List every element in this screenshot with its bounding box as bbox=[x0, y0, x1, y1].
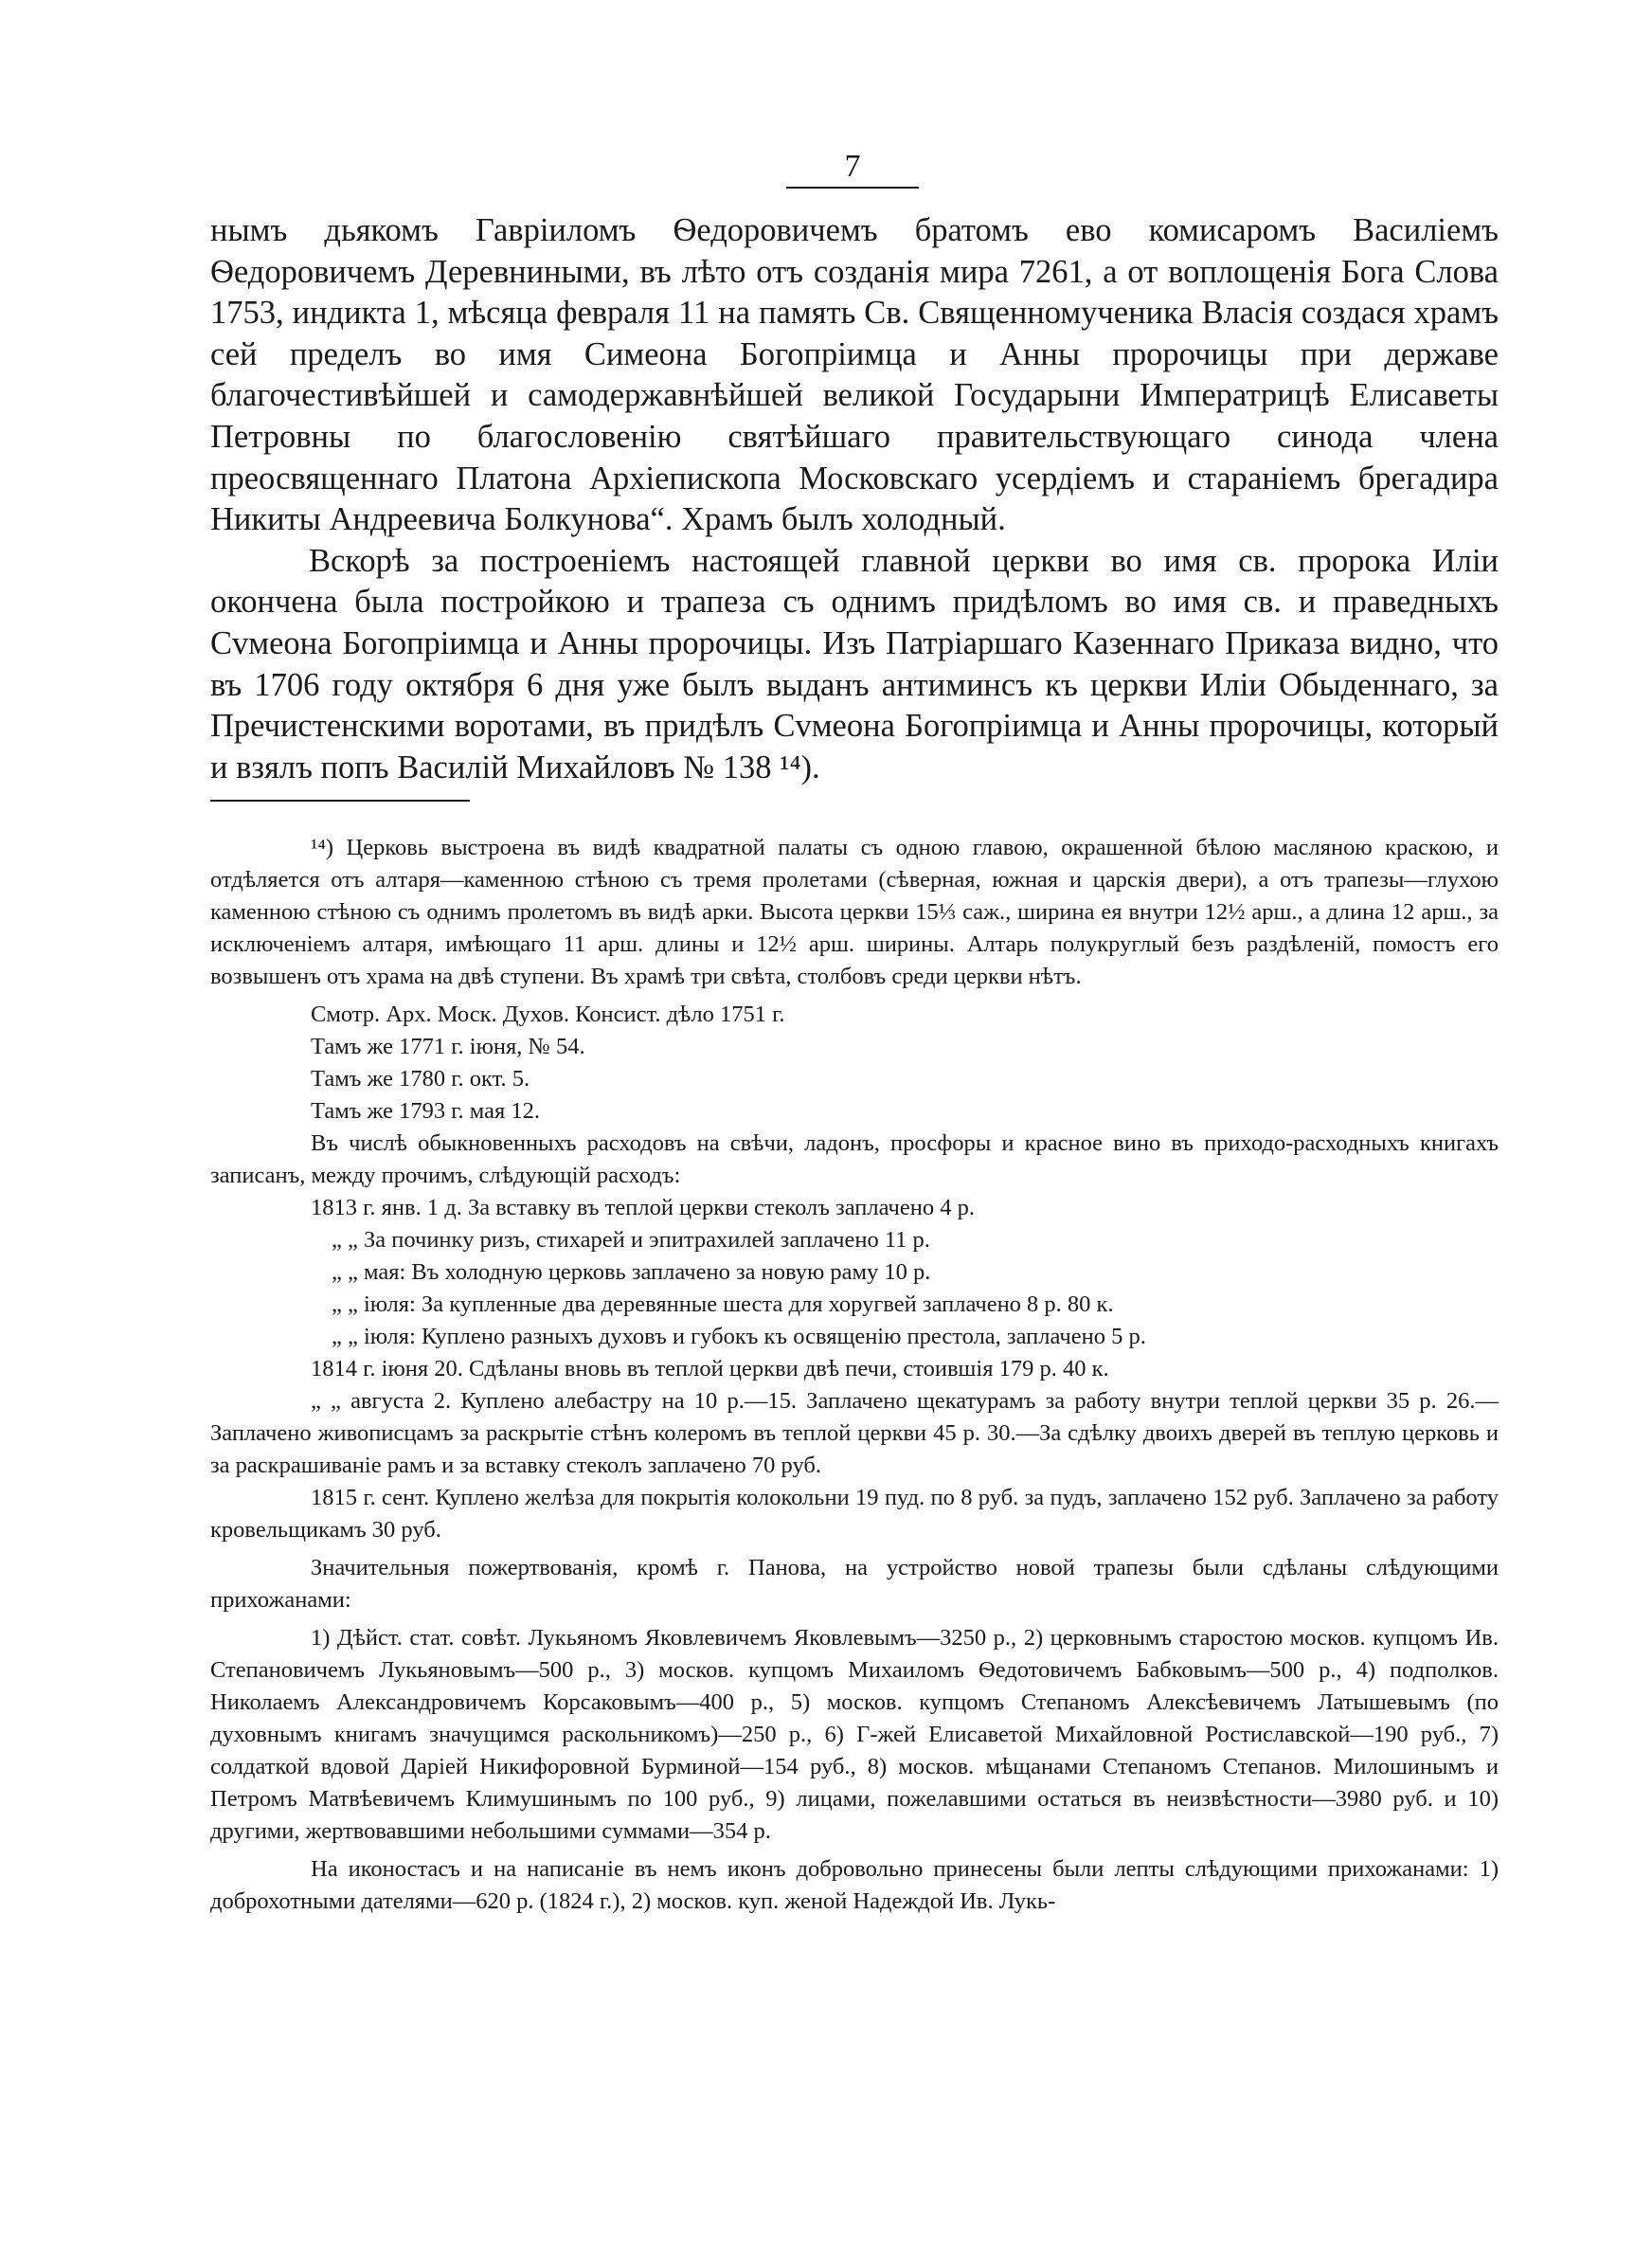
expense-entry-1814-august: „ „ августа 2. Куплено алебастру на 10 р.—15. Заплачено щекатурамъ за работу внутри теплой церкви 35 р. 26.—Заплачено живописцамъ за раскрытіе стѣнъ колеромъ въ теплой церкви 45 р. 30.—За сдѣлку двоихъ дверей въ теплую церковь и за раскрашиваніе рамъ и за вставку стеколъ заплачено 70 руб. bbox=[210, 1388, 1499, 1478]
expense-entry-1815: 1815 г. сент. Куплено желѣза для покрытія колокольни 19 пуд. по 8 руб. за пудъ, заплачено 152 руб. Заплачено за работу кровельщикамъ 30 руб. bbox=[210, 1485, 1499, 1543]
page-number-rule bbox=[786, 187, 919, 189]
iconostasis-donations: На иконостасъ и на написаніе въ немъ иконъ добровольно принесены были лепты слѣдующими прихожанами: 1) доброхотными дателями—620 р. (1824 г.), 2) москов. куп. женой Надеждой Ив. Лукь- bbox=[210, 1856, 1499, 1914]
footnote-intro: ¹⁴) Церковь выстроена въ видѣ квадратной палаты съ одною главою, окрашенной бѣлою масляною краскою, и отдѣляется отъ алтаря—каменною стѣною съ тремя пролетами (сѣверная, южная и царскія двери), а отъ трапезы—глухою каменною стѣною съ однимъ пролетомъ въ видѣ арки. Высота церкви 15⅓ саж., ширина ея внутри 12½ арш., а длина 12 арш., за исключеніемъ алтаря, имѣющаго 11 арш. длины и 12½ арш. ширины. Алтарь полукруглый безъ раздѣленій, помостъ его возвышенъ отъ храма на двѣ ступени. Въ храмѣ три свѣта, столбовъ среди церкви нѣтъ. bbox=[210, 835, 1499, 989]
reference-line: Тамъ же 1793 г. мая 12. bbox=[311, 1098, 541, 1124]
main-paragraph-1: нымъ дьякомъ Гавріиломъ Ѳедоровичемъ братомъ ево комисаромъ Василіемъ Ѳедоровичемъ Деревниными, въ лѣто отъ созданія мира 7261, а от воплощенія Бога Слова 1753, индикта 1, мѣсяца февраля 11 на память Св. Священномученика Власія создася храмъ сей пределъ во имя Симеона Богопріимца и Анны пророчицы при державе благочестивѣйшей и самодержавнѣйшей великой Государыни Императрицѣ Елисаветы Петровны по благословенію святѣйшаго правительствующаго синода члена преосвященнаго Платона Архіепископа Московскаго усердіемъ и стараніемъ брегадира Никиты Андреевича Болкунова“. Храмъ былъ холодный. bbox=[210, 212, 1499, 538]
expense-entry-ditto: „ „ іюля: Куплено разныхъ духовъ и губокъ къ освященію престола, заплачено 5 р. bbox=[332, 1324, 1146, 1349]
footnotes bbox=[210, 832, 1499, 1918]
donations-list: 1) Дѣйст. стат. совѣт. Лукьяномъ Яковлевичемъ Яковлевымъ—3250 р., 2) церковнымъ старостою москов. купцомъ Ив. Степановичемъ Лукьяновымъ—500 р., 3) москов. купцомъ Михаиломъ Ѳедотовичемъ Бабковымъ—500 р., 4) подполков. Николаемъ Александровичемъ Корсаковымъ—400 р., 5) москов. купцомъ Степаномъ Алексѣевичемъ Латышевымъ (по духовнымъ книгамъ значущимся раскольникомъ)—250 р., 6) Г-жей Елисаветой Михайловной Ростиславской—190 руб., 7) солдаткой вдовой Даріей Никифоровной Бурминой—154 руб., 8) москов. мѣщанами Степаномъ Степанов. Милошинымъ и Петромъ Матвѣевичемъ Климушинымъ по 100 руб., 9) лицами, пожелавшими остаться въ неизвѣстности—3980 руб. и 10) другими, жертвовавшими небольшими суммами—354 р. bbox=[210, 1625, 1499, 1844]
main-paragraph-2: Вскорѣ за построеніемъ настоящей главной церкви во имя св. пророка Иліи окончена была постройкою и трапеза съ однимъ придѣломъ во имя св. и праведныхъ Сvмеона Богопріимца и Анны пророчицы. Изъ Патріаршаго Казеннаго Приказа видно, что въ 1706 году октября 6 дня уже былъ выданъ антиминсъ къ церкви Иліи Обыденнаго, за Пречистенскими воротами, въ придѣлъ Сvмеона Богопріимца и Анны пророчицы, который и взялъ попъ Василій Михайловъ № 138 ¹⁴). bbox=[210, 542, 1499, 785]
donations-intro: Значительныя пожертвованія, кромѣ г. Панова, на устройство новой трапезы были сдѣланы слѣдующими прихожанами: bbox=[210, 1555, 1499, 1613]
expenses-intro: Въ числѣ обыкновенныхъ расходовъ на свѣчи, ладонъ, просфоры и красное вино въ приходо-расходныхъ книгахъ записанъ, между прочимъ, слѣдующій расходъ: bbox=[210, 1130, 1499, 1188]
expense-entry-1813: 1813 г. янв. 1 д. За вставку въ теплой церкви стеколъ заплачено 4 р. bbox=[311, 1195, 975, 1220]
footnote-separator bbox=[210, 800, 470, 802]
reference-line: Тамъ же 1771 г. іюня, № 54. bbox=[311, 1034, 585, 1059]
expense-entry-ditto: „ „ За починку ризъ, стихарей и эпитрахилей заплачено 11 р. bbox=[332, 1227, 930, 1253]
expense-entry-ditto: „ „ мая: Въ холодную церковь заплачено за новую раму 10 р. bbox=[332, 1259, 931, 1285]
page-number: 7 bbox=[844, 149, 861, 184]
expense-entry-ditto: „ „ іюля: За купленные два деревянные шеста для хоругвей заплачено 8 р. 80 к. bbox=[332, 1291, 1114, 1317]
expense-entry-1814: 1814 г. іюня 20. Сдѣланы вновь въ теплой церкви двѣ печи, стоившія 179 р. 40 к. bbox=[311, 1356, 1109, 1381]
reference-line: Смотр. Арх. Моск. Духов. Консист. дѣло 1751 г. bbox=[311, 1002, 785, 1027]
main-text bbox=[210, 210, 1499, 788]
reference-line: Тамъ же 1780 г. окт. 5. bbox=[311, 1066, 530, 1092]
